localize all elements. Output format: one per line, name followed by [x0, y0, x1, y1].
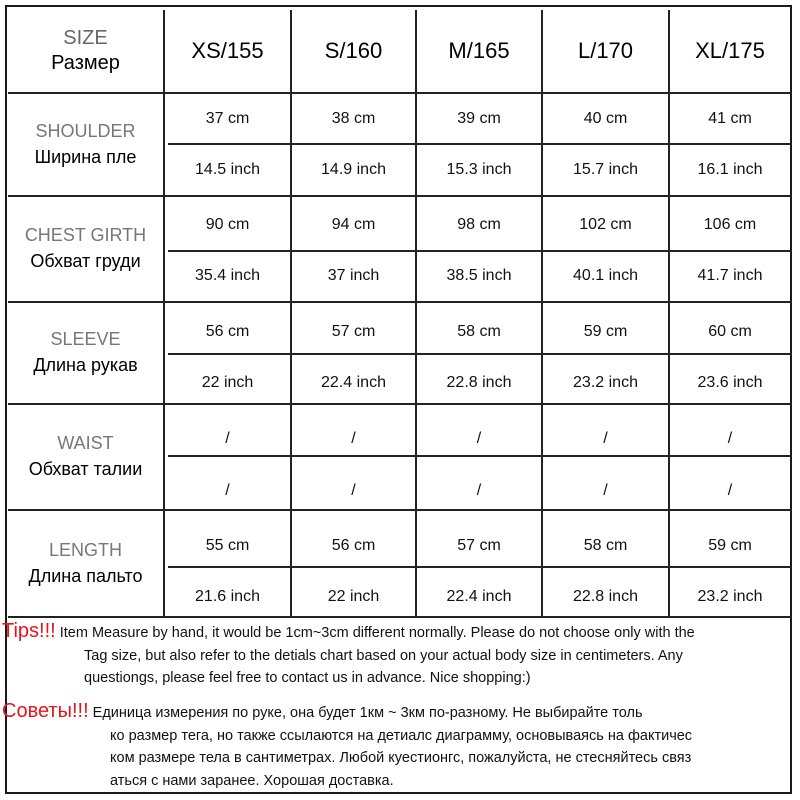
measurement-inch-cell: 15.3 inch	[446, 161, 512, 178]
label-en: SHOULDER	[35, 120, 136, 141]
measurement-cm-cell: 56 cm	[205, 323, 250, 340]
measurement-inch-cell: 16.1 inch	[697, 161, 763, 178]
label-en: WAIST	[57, 433, 114, 453]
grid-hline-sub	[168, 455, 792, 457]
label-en: CHEST GIRTH	[24, 225, 147, 245]
tips-russian	[2, 700, 786, 792]
measurement-inch-cell: 15.7 inch	[573, 161, 638, 178]
tips-line: Единица измерения по руке, она будет 1км ~ 3км по-разному. Не выбирайте толь	[92, 705, 643, 721]
measurement-cm-cell: 56 cm	[331, 537, 376, 554]
measurement-inch-cell: /	[476, 482, 482, 499]
measurement-inch-cell: 23.2 inch	[697, 588, 763, 605]
row-label-shoulder	[8, 94, 163, 195]
measurement-cm-cell: 37 cm	[205, 110, 250, 127]
measurement-inch-cell: 40.1 inch	[573, 267, 638, 284]
measurement-cm-cell: /	[225, 430, 230, 447]
measurement-cm-cell: /	[351, 430, 356, 447]
tips-line: ко размер тега, но также ссылаются на детиалс диаграмму, основываясь на фактичес	[110, 727, 693, 744]
measurement-cm-cell: 57 cm	[331, 323, 376, 340]
measurement-inch-cell: /	[225, 482, 230, 499]
grid-hline-sub	[168, 250, 792, 252]
measurement-inch-cell: 14.5 inch	[195, 161, 260, 178]
size-xs-header: XS/155	[191, 38, 264, 63]
measurement-cm-cell: 57 cm	[457, 537, 501, 554]
label-ru: Обхват талии	[28, 459, 143, 479]
measurement-cm-cell: 58 cm	[457, 323, 501, 340]
tips-prefix-en: Tips!!!	[2, 620, 56, 642]
measurement-cm-cell: /	[603, 430, 608, 447]
measurement-inch-cell: 22.8 inch	[573, 588, 638, 605]
grid-vline	[415, 10, 417, 616]
grid-vline	[163, 10, 165, 616]
measurement-cm-cell: 58 cm	[583, 537, 628, 554]
label-ru: Обхват груди	[30, 251, 141, 271]
measurement-inch-cell: 22 inch	[201, 374, 254, 391]
size-header-en: SIZE	[63, 27, 108, 49]
grid-hline-sub	[168, 566, 792, 568]
measurement-cm-cell: 59 cm	[708, 537, 752, 554]
measurement-inch-cell: /	[351, 482, 356, 499]
tips-line: ком размере тела в сантиметрах. Любой куестионгс, пожалуйста, не стесняйтесь связ	[110, 750, 692, 766]
grid-hline-sub	[168, 143, 792, 145]
row-label-chest	[8, 197, 163, 301]
measurement-cm-cell: /	[476, 430, 482, 447]
label-ru: Длина рукав	[33, 355, 138, 375]
grid-vline	[541, 10, 543, 616]
measurement-cm-cell: 59 cm	[583, 323, 628, 340]
measurement-cm-cell: 38 cm	[331, 110, 376, 127]
label-en: LENGTH	[48, 539, 122, 560]
label-en: SLEEVE	[50, 329, 121, 349]
grid-vline	[290, 10, 292, 616]
tips-line: questiongs, please feel free to contact us in advance. Nice shopping:)	[84, 670, 531, 686]
size-xl-header: XL/175	[695, 38, 765, 63]
measurement-cm-cell: 94 cm	[331, 216, 376, 233]
measurement-cm-cell: 90 cm	[205, 216, 250, 233]
measurement-cm-cell: 60 cm	[708, 323, 752, 340]
size-header-ru: Размер	[51, 52, 120, 74]
measurement-inch-cell: 22.4 inch	[321, 374, 386, 391]
size-header-cell	[8, 10, 163, 92]
measurement-cm-cell: 102 cm	[579, 216, 632, 233]
measurement-inch-cell: 23.6 inch	[697, 374, 763, 391]
tips-prefix-ru: Советы!!!	[2, 700, 89, 722]
measurement-inch-cell: 14.9 inch	[321, 161, 386, 178]
measurement-inch-cell: 38.5 inch	[446, 267, 512, 284]
measurement-cm-cell: 41 cm	[708, 110, 752, 127]
tips-english	[2, 620, 786, 690]
row-label-sleeve	[8, 303, 163, 403]
measurement-inch-cell: 22.4 inch	[446, 588, 512, 605]
measurement-inch-cell: 41.7 inch	[697, 267, 763, 284]
size-s-header: S/160	[324, 38, 383, 63]
grid-hline-sub	[168, 353, 792, 355]
measurement-inch-cell: 22 inch	[327, 588, 380, 605]
measurement-inch-cell: /	[603, 482, 608, 499]
measurement-cm-cell: 55 cm	[205, 537, 250, 554]
measurement-cm-cell: 39 cm	[457, 110, 501, 127]
measurement-inch-cell: 21.6 inch	[195, 588, 260, 605]
row-label-waist	[8, 405, 163, 509]
tips-line: Tag size, but also refer to the detials chart based on your actual body size in centimeters. Any	[84, 647, 683, 664]
row-label-length	[8, 511, 163, 616]
measurement-inch-cell: 37 inch	[327, 267, 380, 284]
label-ru: Длина пальто	[28, 565, 143, 586]
measurement-inch-cell: 23.2 inch	[573, 374, 638, 391]
tips-line: аться с нами заранее. Хорошая доставка.	[110, 772, 394, 789]
tips-line: Item Measure by hand, it would be 1cm~3cm different normally. Please do not choose only with the	[59, 625, 695, 641]
measurement-cm-cell: 40 cm	[583, 110, 628, 127]
measurement-cm-cell: /	[727, 430, 733, 447]
measurement-cm-cell: 98 cm	[457, 216, 501, 233]
size-l-header: L/170	[577, 38, 634, 63]
measurement-inch-cell: 22.8 inch	[446, 374, 512, 391]
size-m-header: M/165	[448, 38, 510, 63]
measurement-cm-cell: 106 cm	[703, 216, 757, 233]
label-ru: Ширина пле	[34, 146, 137, 167]
grid-vline	[668, 10, 670, 616]
measurement-inch-cell: /	[727, 482, 733, 499]
grid-hline	[8, 616, 792, 618]
measurement-inch-cell: 35.4 inch	[195, 267, 260, 284]
